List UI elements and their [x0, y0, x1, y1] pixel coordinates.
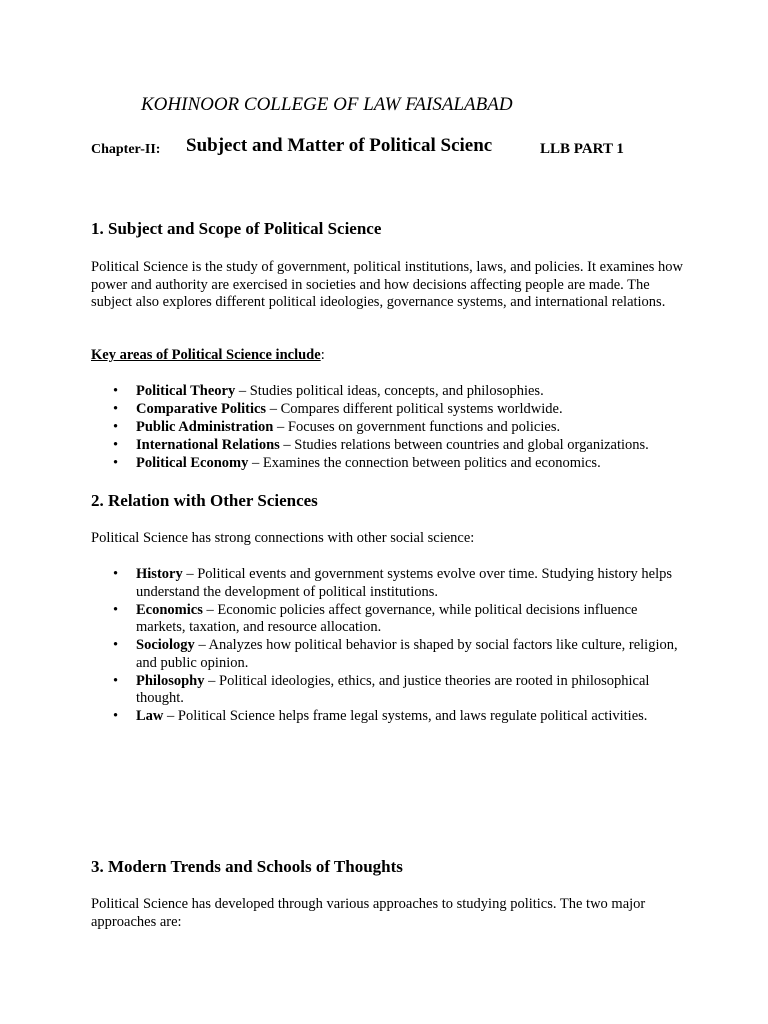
key-areas-list	[113, 383, 683, 473]
list-item	[113, 637, 683, 672]
bullet-icon: •	[113, 419, 119, 435]
section1-paragraph: Political Science is the study of government, political institutions, laws, and policies. It examines how power and authority are exercised in societies and how decisions affecting people are made. The subject also explores different political ideologies, governance systems, and international relations.	[91, 259, 683, 310]
bullet-icon: •	[113, 401, 119, 417]
section3-paragraph: Political Science has developed through various approaches to studying politics. The two major approaches are:	[91, 896, 646, 930]
item-desc: – Examines the connection between politics and economics.	[248, 455, 601, 471]
bullet-icon: •	[113, 383, 119, 399]
list-item	[113, 602, 683, 637]
item-desc: – Focuses on government functions and policies.	[273, 419, 561, 435]
key-areas-label	[91, 347, 325, 365]
bullet-icon: •	[113, 672, 119, 689]
section3-heading: 3. Modern Trends and Schools of Thoughts	[91, 857, 403, 876]
item-term: Public Administration	[136, 419, 274, 435]
item-desc: – Studies political ideas, concepts, and philosophies.	[235, 383, 544, 399]
list-item	[113, 455, 683, 473]
item-term: Economics	[136, 601, 203, 618]
item-desc: – Economic policies affect governance, while political decisions influence markets, taxation, and resource allocation.	[136, 601, 638, 635]
list-item	[113, 383, 683, 401]
list-item	[113, 566, 683, 601]
relations-list	[113, 566, 683, 726]
item-desc: – Political events and government systems evolve over time. Studying history helps understand the development of political institutions.	[136, 566, 673, 600]
key-areas-colon: :	[320, 347, 325, 363]
list-item	[113, 673, 683, 708]
item-desc: – Political Science helps frame legal systems, and laws regulate political activities.	[163, 708, 648, 724]
chapter-header	[91, 135, 731, 165]
part-label: LLB PART 1	[540, 141, 624, 157]
item-term: Law	[136, 708, 164, 724]
college-name: KOHINOOR COLLEGE OF LAW FAISALABAD	[141, 94, 513, 115]
item-term: International Relations	[136, 437, 280, 453]
key-areas-text: Key areas of Political Science include	[91, 347, 321, 363]
bullet-icon: •	[113, 437, 119, 453]
section2-paragraph: Political Science has strong connections with other social science:	[91, 530, 475, 546]
bullet-icon: •	[113, 455, 119, 471]
item-term: Political Theory	[136, 383, 236, 399]
bullet-icon: •	[113, 708, 119, 724]
item-term: Philosophy	[136, 672, 205, 689]
section2-heading: 2. Relation with Other Sciences	[91, 491, 318, 510]
section1-heading: 1. Subject and Scope of Political Science	[91, 219, 382, 238]
list-item	[113, 401, 683, 419]
list-item	[113, 437, 683, 455]
bullet-icon: •	[113, 637, 119, 653]
bullet-icon: •	[113, 566, 119, 582]
item-desc: – Studies relations between countries and global organizations.	[279, 437, 649, 453]
item-desc: – Analyzes how political behavior is shaped by social factors like culture, religion, and public opinion.	[136, 637, 678, 671]
chapter-title: Subject and Matter of Political Scienc	[186, 135, 493, 156]
chapter-label: Chapter-II:	[91, 142, 161, 157]
item-term: Comparative Politics	[136, 401, 267, 417]
bullet-icon: •	[113, 601, 119, 618]
list-item	[113, 419, 683, 437]
list-item	[113, 708, 683, 726]
item-term: History	[136, 566, 183, 582]
item-term: Sociology	[136, 637, 195, 653]
item-desc: – Compares different political systems worldwide.	[266, 401, 563, 417]
item-desc: – Political ideologies, ethics, and justice theories are rooted in philosophical thought.	[136, 672, 650, 706]
item-term: Political Economy	[136, 455, 249, 471]
